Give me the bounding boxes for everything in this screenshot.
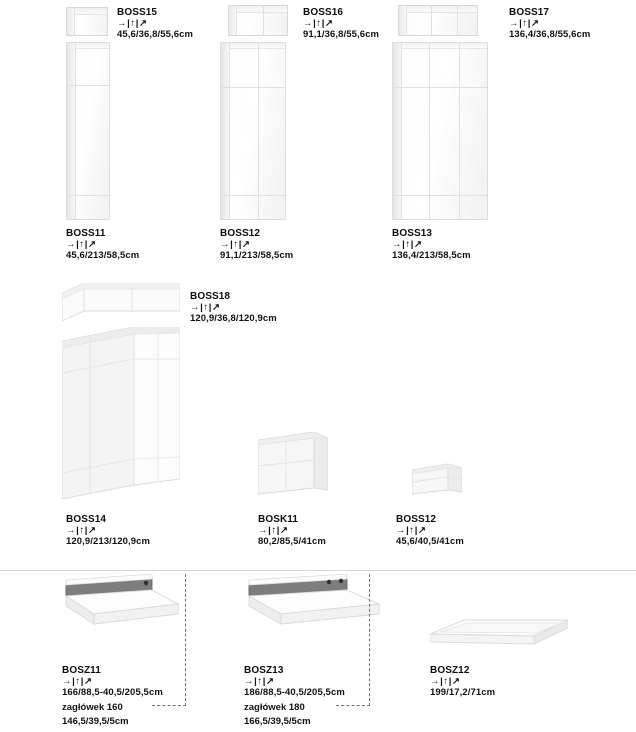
product-code-bosz11: BOSZ11 [62,665,101,676]
dimension-icons-bosz13: →|↑|↗ [244,676,275,687]
cabinet-divider [457,6,458,35]
wardrobe-shelf-line [393,195,487,196]
headboard-dimensions-bosz11: 146,5/39,5/5cm [62,716,129,727]
product-code-bosk11: BOSK11 [258,514,299,525]
product-code-boss15: BOSS15 [117,7,158,18]
corner-wall-cabinet-drawing [62,283,180,323]
cabinet-side-panel [399,6,407,35]
cabinet-divider [263,6,264,35]
product-code-boss14: BOSS14 [66,514,107,525]
dimensions-bosz11: 166/88,5-40,5/205,5cm [62,687,163,698]
dimension-icons-boss16: →|↑|↗ [303,18,334,29]
figure-boss12-nightstand [412,462,462,496]
dimension-icons-boss14: →|↑|↗ [66,525,97,536]
chest-drawing [258,432,328,496]
product-code-boss11: BOSS11 [66,228,106,239]
wardrobe-side-panel [221,43,230,219]
dimensions-boss16: 91,1/36,8/55,6cm [303,29,380,40]
dimension-icons-boss11: →|↑|↗ [66,239,97,250]
dimensions-boss13: 136,4/213/58,5cm [392,250,471,261]
dimension-icons-boss12-nightstand: →|↑|↗ [396,525,427,536]
headboard-dimensions-bosz13: 166,5/39,5/5cm [244,716,311,727]
wardrobe-divider [429,43,430,219]
dimensions-boss12-nightstand: 45,6/40,5/41cm [396,536,464,547]
figure-boss18 [62,283,180,323]
wardrobe-top-panel [221,43,285,49]
product-code-boss18: BOSS18 [190,291,231,302]
dimensions-boss15: 45,6/36,8/55,6cm [117,29,194,40]
corner-wardrobe-drawing [62,327,180,499]
dimensions-boss14: 120,9/213/120,9cm [66,536,151,547]
headboard-label-bosz13: zagłówek 180 [244,702,305,713]
wardrobe-shelf-line [67,85,109,86]
figure-bosz12 [430,618,568,652]
dimension-icons-boss15: →|↑|↗ [117,18,148,29]
dimensions-boss12-wardrobe: 91,1/213/58,5cm [220,250,294,261]
bed-drawer-drawing [430,618,568,652]
wardrobe-shelf-line [221,195,285,196]
dimension-icons-bosz11: →|↑|↗ [62,676,93,687]
dimensions-bosk11: 80,2/85,5/41cm [258,536,326,547]
wardrobe-shelf-line [221,87,285,88]
dimension-icons-bosz12: →|↑|↗ [430,676,461,687]
product-code-boss12-wardrobe: BOSS12 [220,228,261,239]
dimensions-bosz12: 199/17,2/71cm [430,687,496,698]
dimension-icons-bosk11: →|↑|↗ [258,525,289,536]
figure-boss15 [66,4,108,38]
nightstand-drawing [412,462,462,496]
cabinet-side-panel [67,8,75,35]
figure-boss12-wardrobe [220,42,286,220]
dimensions-boss18: 120,9/36,8/120,9cm [190,313,277,324]
figure-boss17 [398,2,478,38]
figure-boss11 [66,42,110,220]
cabinet-top-panel [229,6,287,13]
product-code-boss13: BOSS13 [392,228,433,239]
headboard-label-bosz11: zagłówek 160 [62,702,123,713]
product-code-boss17: BOSS17 [509,7,550,18]
cabinet-divider [431,6,432,35]
figure-bosk11 [258,432,328,496]
wardrobe-shelf-line [67,195,109,196]
dimensions-bosz13: 186/88,5-40,5/205,5cm [244,687,345,698]
product-code-boss16: BOSS16 [303,7,344,18]
wardrobe-top-panel [393,43,487,49]
dimension-icons-boss18: →|↑|↗ [190,302,221,313]
product-code-bosz13: BOSZ13 [244,665,284,676]
dimensions-boss11: 45,6/213/58,5cm [66,250,140,261]
wardrobe-side-panel [67,43,76,219]
figure-boss13 [392,42,488,220]
dimensions-boss17: 136,4/36,8/55,6cm [509,29,591,40]
cabinet-side-panel [229,6,237,35]
dimension-icons-boss13: →|↑|↗ [392,239,423,250]
wardrobe-divider [459,43,460,219]
figure-boss16 [228,2,288,38]
product-code-boss12-nightstand: BOSS12 [396,514,437,525]
wardrobe-shelf-line [393,87,487,88]
wardrobe-side-panel [393,43,402,219]
figure-boss14 [62,327,180,499]
dimension-icons-boss17: →|↑|↗ [509,18,540,29]
wardrobe-divider [258,43,259,219]
section-divider [0,570,636,571]
dimension-icons-boss12-wardrobe: →|↑|↗ [220,239,251,250]
cabinet-top-panel [399,6,477,13]
product-code-bosz12: BOSZ12 [430,665,470,676]
